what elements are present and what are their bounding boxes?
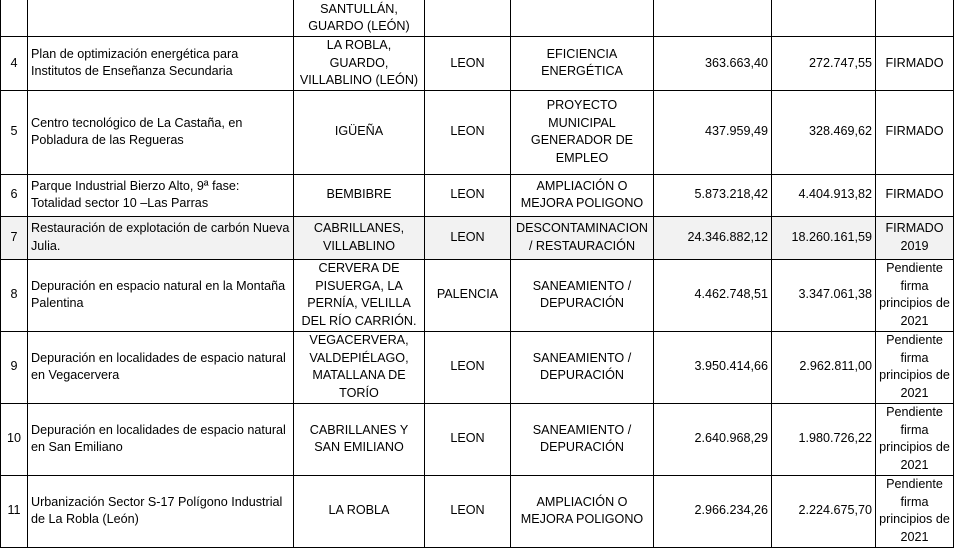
funded-amount: 2.224.675,70 [772,475,876,547]
table-row [1,216,954,259]
agreement-status: Pendiente firma principios de 2021 [876,475,954,547]
project-type: AMPLIACIÓN O MEJORA POLIGONO [511,174,654,216]
project-province: LEON [425,216,511,259]
total-amount: 24.346.882,12 [654,216,772,259]
table-row [1,37,954,91]
project-location: BEMBIBRE [294,174,425,216]
row-number: 4 [1,37,28,91]
funded-amount: 328.469,62 [772,90,876,174]
total-amount [654,0,772,37]
funded-amount: 18.260.161,59 [772,216,876,259]
table-row [1,475,954,547]
total-amount: 5.873.218,42 [654,174,772,216]
table-row [1,0,954,37]
funded-amount [772,0,876,37]
total-amount: 2.640.968,29 [654,403,772,475]
project-location: CABRILLANES Y SAN EMILIANO [294,403,425,475]
row-number: 8 [1,259,28,331]
project-type: SANEAMIENTO / DEPURACIÓN [511,331,654,403]
agreement-status: FIRMADO [876,90,954,174]
project-type [511,0,654,37]
row-number: 10 [1,403,28,475]
row-number: 9 [1,331,28,403]
project-location: VEGACERVERA, VALDEPIÉLAGO, MATALLANA DE TORÍO [294,331,425,403]
row-number: 6 [1,174,28,216]
project-type: PROYECTO MUNICIPAL GENERADOR DE EMPLEO [511,90,654,174]
project-province [425,0,511,37]
table-row [1,90,954,174]
project-name: Parque Industrial Bierzo Alto, 9ª fase: Totalidad sector 10 –Las Parras [28,174,294,216]
funded-amount: 1.980.726,22 [772,403,876,475]
project-name: Urbanización Sector S-17 Polígono Industrial de La Robla (León) [28,475,294,547]
total-amount: 437.959,49 [654,90,772,174]
total-amount: 3.950.414,66 [654,331,772,403]
agreement-status: Pendiente firma principios de 2021 [876,259,954,331]
row-number: 5 [1,90,28,174]
project-name [28,0,294,37]
funded-amount: 3.347.061,38 [772,259,876,331]
table-row [1,403,954,475]
funded-amount: 4.404.913,82 [772,174,876,216]
table-row [1,259,954,331]
project-type: SANEAMIENTO / DEPURACIÓN [511,403,654,475]
project-location: LA ROBLA [294,475,425,547]
row-number: 7 [1,216,28,259]
project-location: CABRILLANES, VILLABLINO [294,216,425,259]
agreement-status: FIRMADO 2019 [876,216,954,259]
agreement-status: FIRMADO [876,37,954,91]
project-type: AMPLIACIÓN O MEJORA POLIGONO [511,475,654,547]
project-province: LEON [425,90,511,174]
agreement-status: Pendiente firma principios de 2021 [876,403,954,475]
project-province: LEON [425,475,511,547]
project-name: Depuración en localidades de espacio natural en Vegacervera [28,331,294,403]
project-name: Plan de optimización energética para Institutos de Enseñanza Secundaria [28,37,294,91]
project-province: LEON [425,331,511,403]
funded-amount: 272.747,55 [772,37,876,91]
total-amount: 363.663,40 [654,37,772,91]
project-province: LEON [425,403,511,475]
projects-table-body [1,0,954,547]
project-type: SANEAMIENTO / DEPURACIÓN [511,259,654,331]
project-province: LEON [425,37,511,91]
row-number [1,0,28,37]
funded-amount: 2.962.811,00 [772,331,876,403]
project-type: DESCONTAMINACION / RESTAURACIÓN [511,216,654,259]
total-amount: 4.462.748,51 [654,259,772,331]
table-row [1,174,954,216]
project-name: Depuración en espacio natural en la Montaña Palentina [28,259,294,331]
table-row [1,331,954,403]
project-location: CERVERA DE PISUERGA, LA PERNÍA, VELILLA DEL RÍO CARRIÓN. [294,259,425,331]
project-location: IGÜEÑA [294,90,425,174]
agreement-status: FIRMADO [876,174,954,216]
project-province: LEON [425,174,511,216]
project-name: Depuración en localidades de espacio natural en San Emiliano [28,403,294,475]
project-name: Centro tecnológico de La Castaña, en Pobladura de las Regueras [28,90,294,174]
project-name: Restauración de explotación de carbón Nueva Julia. [28,216,294,259]
row-number: 11 [1,475,28,547]
project-location: SANTULLÁN, GUARDO (LEÓN) [294,0,425,37]
total-amount: 2.966.234,26 [654,475,772,547]
agreement-status [876,0,954,37]
project-type: EFICIENCIA ENERGÉTICA [511,37,654,91]
project-location: LA ROBLA, GUARDO, VILLABLINO (LEÓN) [294,37,425,91]
agreement-status: Pendiente firma principios de 2021 [876,331,954,403]
project-province: PALENCIA [425,259,511,331]
